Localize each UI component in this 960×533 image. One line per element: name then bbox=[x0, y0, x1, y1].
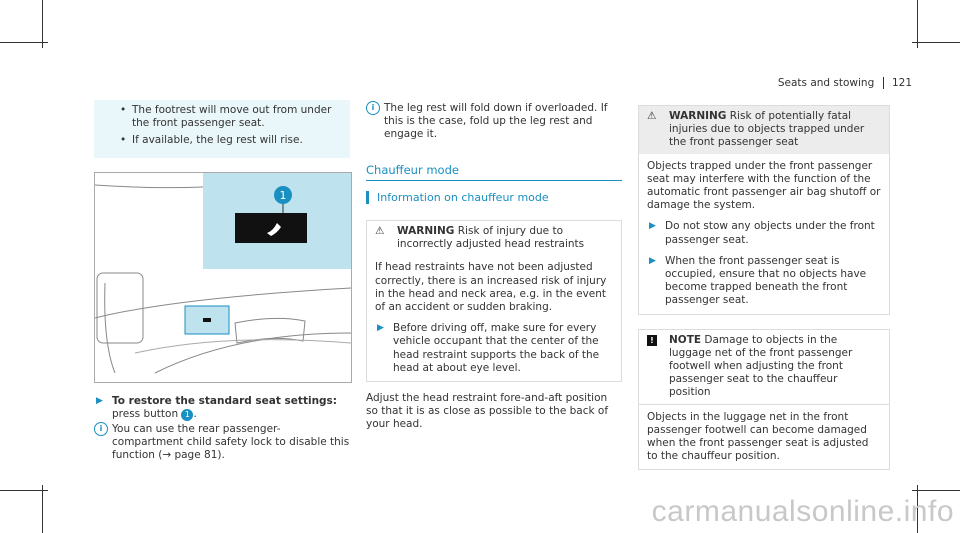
section-name: Seats and stowing bbox=[777, 77, 875, 89]
paragraph: Adjust the head restraint fore-and-aft position so that it is as close as possible to the back of your head. bbox=[366, 392, 609, 431]
info-note: i You can use the rear passenger-compartment child safety lock to disable this function (→ page 81). bbox=[94, 423, 350, 463]
watermark: carmanualsonline.info bbox=[651, 495, 954, 528]
svg-text:1: 1 bbox=[279, 188, 287, 202]
info-note: i The leg rest will fold down if overloaded. If this is the case, fold up the leg rest and engage it. bbox=[366, 102, 622, 142]
note-body: Objects in the luggage net in the front passenger footwell can become damaged when the front passenger seat is adjusted to the chauffeur position. bbox=[639, 404, 889, 470]
warning-body: Objects trapped under the front passenger seat may interfere with the function of the automatic front passenger air bag shutoff or damage the system. ▶ Do not stow any objects under the front passenger seat. ▶ When the front passenger seat is occupied, ensure that no objects have become trapped beneath the front passenger seat. bbox=[647, 159, 881, 307]
note-header: ! NOTE Damage to objects in the luggage net of the front passenger footwell when adjusting the front passenger seat to the chauffeur position bbox=[639, 330, 889, 404]
step-item: ▶ Do not stow any objects under the front passenger seat. bbox=[649, 220, 875, 246]
list-item: • The footrest will move out from under the front passenger seat. bbox=[120, 104, 332, 130]
column-1 bbox=[94, 100, 350, 463]
warning-header: ⚠ WARNING Risk of injury due to incorrectly adjusted head restraints bbox=[367, 221, 621, 255]
warning-icon: ⚠ bbox=[375, 225, 385, 238]
note-box bbox=[638, 329, 890, 471]
section-title: Chauffeur mode bbox=[366, 164, 622, 181]
warning-box bbox=[366, 220, 622, 382]
header-divider bbox=[883, 77, 884, 89]
warning-body: If head restraints have not been adjusted correctly, there is an increased risk of injury in the head and neck area, e.g. in the event of an accident or sudden braking. ▶ Before driving off, make sure for every vehicle occupant that the center of the head restraint supports the back of the head at about eye level. bbox=[367, 255, 621, 381]
warning-box bbox=[638, 105, 890, 315]
info-icon: i bbox=[94, 422, 108, 436]
step-item: ▶ To restore the standard seat settings: press button 1 . bbox=[96, 394, 338, 420]
column-3 bbox=[638, 105, 890, 470]
column-2 bbox=[366, 102, 622, 432]
callout-badge: 1 bbox=[181, 409, 193, 421]
page-header bbox=[778, 77, 912, 89]
crop-mark bbox=[917, 0, 918, 48]
warning-icon: ⚠ bbox=[647, 110, 657, 122]
step-item: ▶ When the front passenger seat is occupied, ensure that no objects have become trapped beneath the front passenger seat. bbox=[649, 254, 867, 307]
crop-mark bbox=[42, 485, 43, 533]
crop-mark bbox=[912, 490, 960, 491]
illustration bbox=[94, 172, 352, 383]
note-icon: ! bbox=[647, 335, 657, 346]
bullet-block bbox=[94, 100, 350, 158]
list-item: • If available, the leg rest will rise. bbox=[120, 134, 303, 147]
crop-mark bbox=[0, 490, 48, 491]
subsection-title: Information on chauffeur mode bbox=[366, 191, 622, 204]
page-number: 121 bbox=[891, 77, 912, 89]
instruction-block bbox=[94, 395, 350, 463]
step-item: ▶ Before driving off, make sure for every vehicle occupant that the center of the head restraint supports the back of the head at about eye level. bbox=[377, 322, 600, 374]
crop-mark bbox=[0, 42, 48, 43]
crop-mark bbox=[42, 0, 43, 48]
crop-mark bbox=[912, 42, 960, 43]
info-icon: i bbox=[366, 101, 380, 115]
warning-header: ⚠ WARNING Risk of potentially fatal injuries due to objects trapped under the front passenger seat bbox=[639, 106, 889, 154]
door-illustration-icon bbox=[95, 173, 351, 382]
